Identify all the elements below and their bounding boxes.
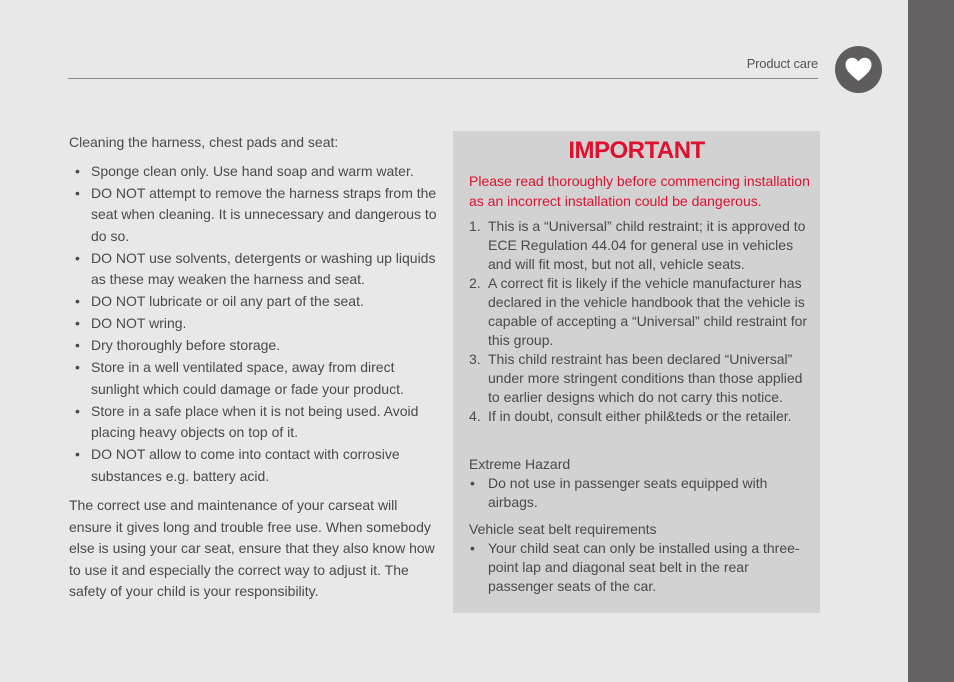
list-item: • DO NOT lubricate or oil any part of the seat. [69, 291, 439, 313]
list-item: • Store in a safe place when it is not being used. Avoid placing heavy objects on top of it. [69, 401, 439, 444]
important-heading: IMPORTANT [568, 137, 705, 164]
list-item [469, 274, 809, 350]
list-item: • Sponge clean only. Use hand soap and warm water. [69, 161, 439, 183]
list-item [469, 350, 809, 407]
important-numbered-list [469, 217, 809, 426]
list-item: • Store in a well ventilated space, away from direct sunlight which could damage or fade your product. [69, 357, 439, 400]
care-instructions [69, 132, 439, 603]
header-divider [68, 78, 818, 79]
section-badge [835, 46, 882, 93]
important-lead: Please read thoroughly before commencing installation as an incorrect installation could be dangerous. [469, 173, 810, 209]
page-section-title: Product care [746, 56, 818, 71]
side-strip [908, 0, 954, 682]
item-text: If in doubt, consult either phil&teds or the retailer. [488, 408, 792, 424]
item-text: This is a “Universal” child restraint; it is approved to ECE Regulation 44.04 for general use in vehicles and will fit most, but not all, vehicle seats. [488, 218, 806, 272]
care-paragraph: The correct use and maintenance of your carseat will ensure it gives long and trouble free use. When somebody else is using your car seat, ensure that they also know how to use it and especially the correct way to adjust it. The safety of your child is your responsibility. [69, 497, 435, 599]
list-item: • DO NOT use solvents, detergents or washing up liquids as these may weaken the harness and seat. [69, 248, 439, 291]
list-item: • Do not use in passenger seats equipped with airbags. [469, 474, 809, 512]
item-text: A correct fit is likely if the vehicle manufacturer has declared in the vehicle handbook that the vehicle is capable of accepting a “Universal” child restraint for this group. [488, 275, 808, 348]
list-item [469, 217, 809, 274]
list-item: • DO NOT allow to come into contact with corrosive substances e.g. battery acid. [69, 444, 439, 487]
item-number: 3. [469, 351, 481, 367]
list-item: • DO NOT wring. [69, 313, 439, 335]
belt-list [469, 539, 809, 596]
list-item: • DO NOT attempt to remove the harness straps from the seat when cleaning. It is unnecessary and dangerous to do so. [69, 183, 439, 248]
item-number: 4. [469, 408, 481, 424]
care-bullet-list [69, 161, 439, 488]
item-text: This child restraint has been declared “Universal” under more stringent conditions than those applied to earlier designs which do not carry this notice. [488, 351, 803, 405]
hazard-list [469, 474, 809, 512]
belt-heading: Vehicle seat belt requirements [469, 521, 657, 537]
item-number: 1. [469, 218, 481, 234]
list-item: • Dry thoroughly before storage. [69, 335, 439, 357]
important-notice-box [453, 131, 820, 613]
hazard-heading: Extreme Hazard [469, 456, 571, 472]
list-item: • Your child seat can only be installed using a three-point lap and diagonal seat belt in the rear passenger seats of the car. [469, 539, 809, 596]
care-intro: Cleaning the harness, chest pads and seat: [69, 134, 339, 150]
item-number: 2. [469, 275, 481, 291]
list-item [469, 407, 809, 426]
heart-icon [845, 57, 872, 82]
